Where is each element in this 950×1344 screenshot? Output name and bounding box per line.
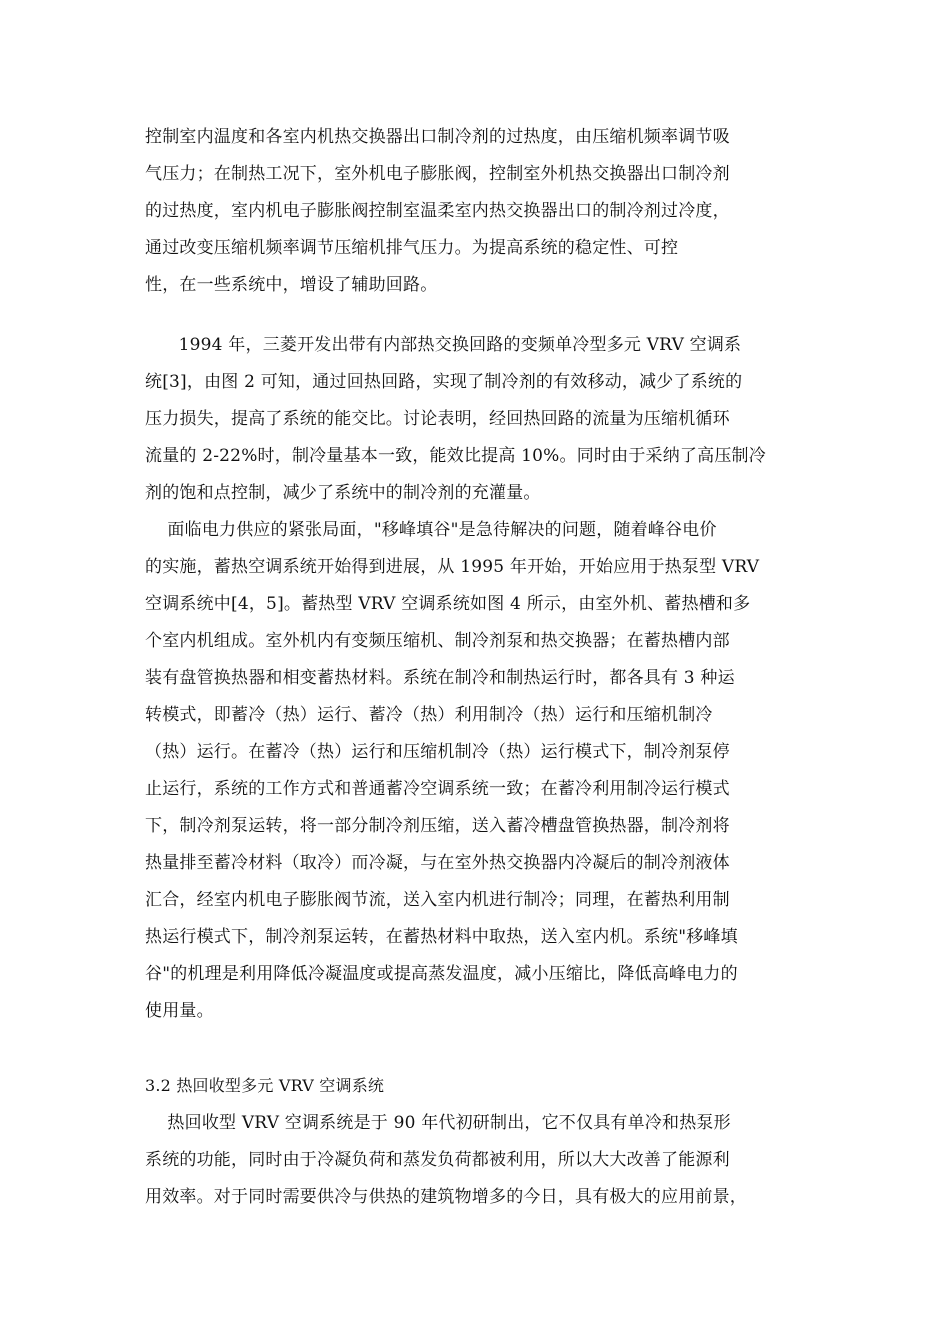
body-text-line: （热）运行。在蓄冷（热）运行和压缩机制冷（热）运行模式下，制冷剂泵停 bbox=[145, 742, 730, 762]
section-heading: 3.2 热回收型多元 VRV 空调系统 bbox=[145, 1076, 385, 1095]
body-text-line: 用效率。对于同时需要供冷与供热的建筑物增多的今日，具有极大的应用前景， bbox=[145, 1187, 747, 1207]
body-text-line: 热运行模式下，制冷剂泵运转，在蓄热材料中取热，送入室内机。系统"移峰填 bbox=[145, 927, 738, 947]
body-text-line: 转模式，即蓄冷（热）运行、蓄冷（热）利用制冷（热）运行和压缩机制冷 bbox=[145, 705, 713, 725]
body-text-line: 的过热度，室内机电子膨胀阀控制室温柔室内热交换器出口的制冷剂过冷度， bbox=[145, 201, 730, 221]
body-text-line: 流量的 2-22%时，制冷量基本一致，能效比提高 10%。同时由于采纳了高压制冷 bbox=[145, 446, 766, 466]
body-text-line: 控制室内温度和各室内机热交换器出口制冷剂的过热度，由压缩机频率调节吸 bbox=[145, 127, 730, 147]
body-text-line: 压力损失，提高了系统的能交比。讨论表明，经回热回路的流量为压缩机循环 bbox=[145, 409, 730, 429]
body-text-line: 热量排至蓄冷材料（取冷）而冷凝，与在室外热交换器内冷凝后的制冷剂液体 bbox=[145, 853, 730, 873]
body-text-line: 个室内机组成。室外机内有变频压缩机、制冷剂泵和热交换器；在蓄热槽内部 bbox=[145, 631, 730, 651]
body-text-line: 1994 年，三菱开发出带有内部热交换回路的变频单冷型多元 VRV 空调系 bbox=[145, 335, 742, 355]
body-text-line: 汇合，经室内机电子膨胀阀节流，送入室内机进行制冷；同理，在蓄热利用制 bbox=[145, 890, 730, 910]
body-text-line: 统[3]，由图 2 可知，通过回热回路，实现了制冷剂的有效移动，减少了系统的 bbox=[145, 372, 743, 392]
body-text-line: 剂的饱和点控制，减少了系统中的制冷剂的充灌量。 bbox=[145, 483, 541, 503]
body-text-line: 的实施，蓄热空调系统开始得到进展，从 1995 年开始，开始应用于热泵型 VRV bbox=[145, 557, 760, 577]
body-text-line: 装有盘管换热器和相变蓄热材料。系统在制冷和制热运行时，都各具有 3 种运 bbox=[145, 668, 735, 688]
body-text-line: 面临电力供应的紧张局面，"移峰填谷"是急待解决的问题，随着峰谷电价 bbox=[145, 520, 717, 540]
body-text-line: 热回收型 VRV 空调系统是于 90 年代初研制出，它不仅具有单冷和热泵形 bbox=[145, 1113, 731, 1133]
body-text-line: 性，在一些系统中，增设了辅助回路。 bbox=[145, 275, 438, 295]
body-text-line: 系统的功能，同时由于冷凝负荷和蒸发负荷都被利用，所以大大改善了能源利 bbox=[145, 1150, 730, 1170]
body-text-line: 通过改变压缩机频率调节压缩机排气压力。为提高系统的稳定性、可控 bbox=[145, 238, 679, 258]
body-text-line: 气压力；在制热工况下，室外机电子膨胀阀，控制室外机热交换器出口制冷剂 bbox=[145, 164, 730, 184]
body-text-line: 谷"的机理是利用降低冷凝温度或提高蒸发温度，减小压缩比，降低高峰电力的 bbox=[145, 964, 738, 984]
body-text-line: 下，制冷剂泵运转，将一部分制冷剂压缩，送入蓄冷槽盘管换热器，制冷剂将 bbox=[145, 816, 730, 836]
body-text-line: 空调系统中[4，5]。蓄热型 VRV 空调系统如图 4 所示，由室外机、蓄热槽和多 bbox=[145, 594, 751, 614]
body-text-line: 使用量。 bbox=[145, 1001, 214, 1021]
body-text-line: 止运行，系统的工作方式和普通蓄冷空调系统一致；在蓄冷利用制冷运行模式 bbox=[145, 779, 730, 799]
